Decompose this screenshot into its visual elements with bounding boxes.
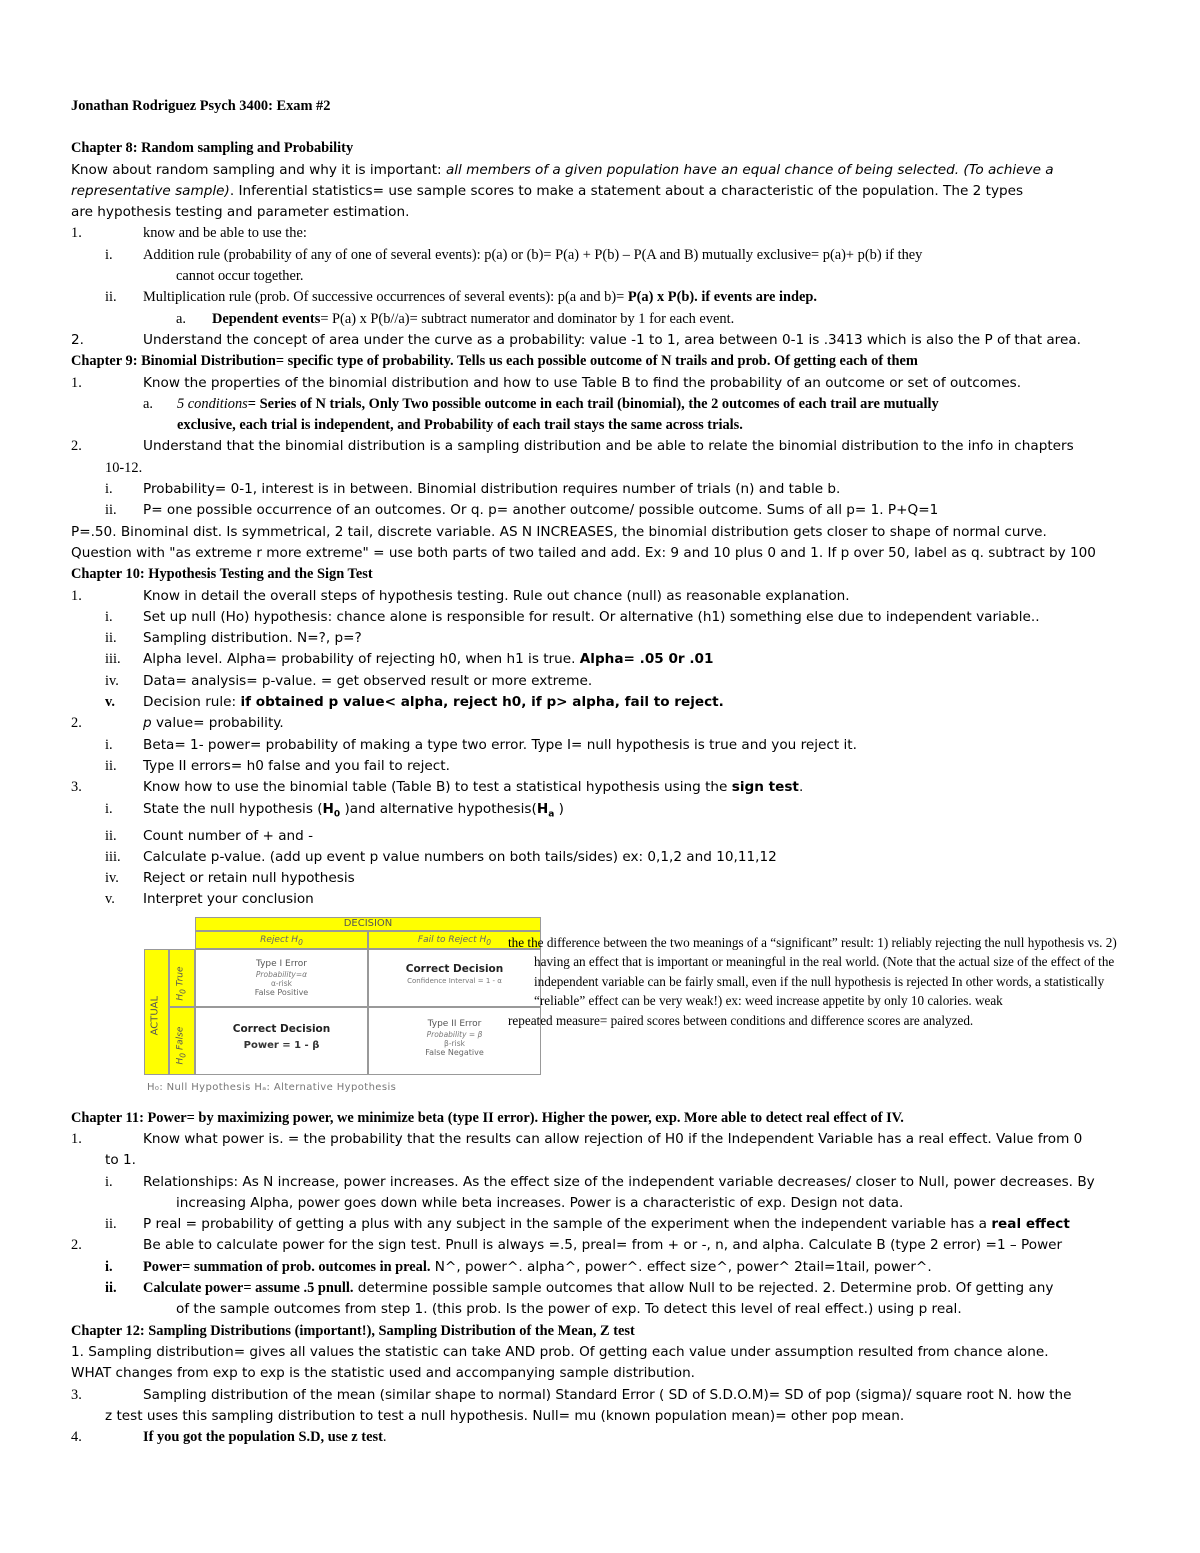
type-1-risk: α-risk (270, 978, 293, 988)
ch12-para-2: WHAT changes from exp to exp is the statistic used and accompanying sample distribution. (71, 1365, 696, 1382)
ch10-item-3-iv: iv. Reject or retain null hypothesis (105, 870, 355, 887)
repeated-measure-note: repeated measure= paired scores between conditions and difference scores are analyzed. (508, 1012, 974, 1028)
ch11-item-1: 1. Know what power is. = the probability that the results can allow rejection of H0 if the Independent Variable has a real effect. Value from 0 (71, 1131, 1083, 1147)
ch10-item-2-ii: ii. Type II errors= h0 false and you fail to reject. (105, 757, 450, 774)
ch10-item-3-v: v. Interpret your conclusion (105, 891, 314, 908)
ch10-item-2: 2. p value= probability. (71, 715, 284, 732)
chapter-11-heading: Chapter 11: Power= by maximizing power, we minimize beta (type II error). Higher the power, exp. More able to detect real effect of IV. (71, 1109, 904, 1126)
ch11-item-1-i-cont: increasing Alpha, power goes down while beta increases. Power is a characteristic of exp. Design not data. (176, 1194, 904, 1211)
reject-h0-header: Reject $H_0$ (195, 931, 368, 949)
type-2-probability: Probability = β (426, 1029, 483, 1039)
correct-decision-label-1: Correct Decision (405, 962, 504, 975)
type-2-false-negative: False Negative (425, 1047, 484, 1057)
ch12-item-4: 4. If you got the population S.D, use z test. (71, 1429, 387, 1446)
ch11-item-2-ii-cont: of the sample outcomes from step 1. (this prob. Is the power of exp. To detect this level of real effect.) using p real. (176, 1301, 962, 1318)
significance-note: the the difference between the two meanings of a “significant” result: 1) reliably rejecting the null hypothesis vs. 2) having an effect that is important or meaningful in the real world. (Note that the actual size of the effect of the independent variable can be fairly small, even if the null hypothesis is rejected In other words, a statistically “reliable” effect can be very weak!) ex: weed increase appetite by only 10 calories. weak (508, 934, 1117, 1009)
ch12-item-3: 3. Sampling distribution of the mean (similar shape to normal) Standard Error ( SD of S.D.O.M)= SD of pop (sigma)/ square root N. how the (71, 1386, 1072, 1403)
error-type-table-figure (144, 917, 541, 1075)
ch9-item-2-ii: ii. P= one possible occurrence of an outcomes. Or q. p= another outcome/ possible outcome. Sums of all p= 1. P+Q=1 (105, 502, 939, 519)
ch9-note-1: P=.50. Binominal dist. Is symmetrical, 2 tail, discrete variable. AS N INCREASES, the binomial distribution gets closer to shape of normal curve. (71, 523, 1047, 540)
actual-label: ACTUAL (149, 995, 161, 1036)
chapter-8-heading: Chapter 8: Random sampling and Probability (71, 140, 354, 157)
ch12-item-3-cont: z test uses this sampling distribution to test a null hypothesis. Null= mu (known population mean)= other pop mean. (105, 1407, 905, 1424)
ch10-item-1-iii: iii. Alpha level. Alpha= probability of rejecting h0, when h1 is true. Alpha= .05 0r .01 (105, 651, 714, 668)
type-1-probability: Probability=α (255, 969, 308, 979)
ch11-item-1-ii: ii. P real = probability of getting a plus with any subject in the sample of the experiment when the independent variable has a real effect (105, 1216, 1070, 1233)
ch8-item-1: 1. know and be able to use the: (71, 225, 307, 242)
ch10-item-3-iii: iii. Calculate p-value. (add up event p value numbers on both tails/sides) ex: 0,1,2 and 10,11,12 (105, 848, 777, 865)
ch9-item-1-a-cont: exclusive, each trial is independent, and Probability of each trail stays the same across trials. (177, 417, 743, 434)
correct-decision-label-2: Correct Decision (232, 1022, 331, 1035)
ch8-item-2: 2. Understand the concept of area under the curve as a probability: value -1 to 1, area between 0-1 is .3413 which is also the P of that area. (71, 331, 1081, 348)
ch9-item-2-cont: 10-12. (105, 459, 143, 476)
ch8-item-1-ii-a: a. Dependent events= P(a) x P(b//a)= subtract numerator and dominator by 1 for each event. (176, 310, 735, 327)
ch8-intro-line-3: are hypothesis testing and parameter estimation. (71, 204, 410, 221)
ch10-item-1-ii: ii. Sampling distribution. N=?, p=? (105, 630, 362, 647)
ch10-item-1-i: i. Set up null (Ho) hypothesis: chance alone is responsible for result. Or alternative (h1) something else due to independent variable.. (105, 608, 1040, 625)
type-2-risk: β-risk (444, 1038, 465, 1048)
power-label: Power = 1 - β (243, 1039, 320, 1051)
actual-label-cell (144, 949, 169, 1075)
ch8-intro-line-2: representative sample). Inferential statistics= use sample scores to make a statement about a characteristic of the population. The 2 types (71, 182, 1024, 199)
ch10-item-3: 3. Know how to use the binomial table (Table B) to test a statistical hypothesis using the sign test. (71, 779, 804, 796)
type-1-error-cell (195, 949, 368, 1007)
figure-section (71, 911, 1131, 1096)
figure-side-notes (508, 933, 1133, 1031)
ch9-item-2: 2. Understand that the binomial distribution is a sampling distribution and be able to relate the binomial distribution to the info in chapters (71, 438, 1074, 455)
ch12-para-1: 1. Sampling distribution= gives all values the statistic can take AND prob. Of getting each value under assumption resulted from chance alone. (71, 1343, 1049, 1360)
ch9-item-1-a: a. 5 conditions= Series of N trials, Only Two possible outcome in each trail (binomial), the 2 outcomes of each trail are mutually (143, 395, 939, 412)
ch10-item-1-iv: iv. Data= analysis= p-value. = get observed result or more extreme. (105, 672, 593, 689)
type-1-false-positive: False Positive (254, 987, 309, 997)
ch10-item-2-i: i. Beta= 1- power= probability of making a type two error. Type I= null hypothesis is true and you reject it. (105, 736, 857, 753)
ch10-item-1-v: v. Decision rule: if obtained p value< alpha, reject h0, if p> alpha, fail to reject. (105, 694, 724, 711)
ch10-item-3-i: i. State the null hypothesis ($H_0$ )and alternative $hypothesis(H_a$ ) (105, 800, 564, 820)
ch10-item-3-ii: ii. Count number of + and - (105, 827, 314, 844)
document-title: Jonathan Rodriguez Psych 3400: Exam #2 (71, 98, 331, 114)
ch9-item-2-i: i. Probability= 0-1, interest is in between. Binomial distribution requires number of trials (n) and table b. (105, 481, 841, 498)
type-1-error-label: Type I Error (256, 958, 307, 969)
h0-false-cell (169, 1007, 195, 1075)
ch11-item-1-cont: to 1. (105, 1152, 136, 1169)
confidence-interval-label: Confidence Interval = 1 - α (407, 976, 502, 985)
h0-true-label: $H_0$ True (175, 966, 188, 1001)
ch9-item-1: 1. Know the properties of the binomial distribution and how to use Table B to find the probability of an outcome or set of outcomes. (71, 374, 1022, 391)
chapter-12-heading: Chapter 12: Sampling Distributions (important!), Sampling Distribution of the Mean, Z test (71, 1322, 635, 1339)
chapter-10-heading: Chapter 10: Hypothesis Testing and the Sign Test (71, 566, 373, 583)
figure-caption: H₀: Null Hypothesis Hₐ: Alternative Hypothesis (147, 1081, 397, 1093)
correct-decision-cell-2 (195, 1007, 368, 1075)
decision-header: DECISION (195, 917, 541, 931)
ch11-item-1-i: i. Relationships: As N increase, power increases. As the effect size of the independent variable decreases/ closer to Null, power decreases. By (105, 1173, 1095, 1190)
ch11-item-2: 2. Be able to calculate power for the sign test. Pnull is always =.5, preal= from + or -, n, and alpha. Calculate B (type 2 error) =1 – Power (71, 1237, 1063, 1254)
ch11-item-2-ii: ii. Calculate power= assume .5 pnull. determine possible sample outcomes that allow Null to be rejected. 2. Determine prob. Of getting any (105, 1280, 1054, 1297)
ch8-item-1-i-cont: cannot occur together. (176, 268, 304, 285)
chapter-9-heading: Chapter 9: Binomial Distribution= specific type of probability. Tells us each possible outcome of N trails and prob. Of getting each of them (71, 353, 918, 370)
type-2-error-label: Type II Error (427, 1018, 482, 1029)
ch10-item-1: 1. Know in detail the overall steps of hypothesis testing. Rule out chance (null) as reasonable explanation. (71, 587, 850, 604)
ch9-note-2: Question with "as extreme r more extreme" = use both parts of two tailed and add. Ex: 9 and 10 plus 0 and 1. If p over 50, label as q. subtract by 100 (71, 544, 1096, 561)
document-page (71, 96, 1131, 1448)
ch8-intro-line-1: Know about random sampling and why it is important: all members of a given population have an equal chance of being selected. (To achieve a (71, 161, 1054, 178)
h0-true-cell (169, 949, 195, 1007)
ch8-item-1-i: i. Addition rule (probability of any of one of several events): p(a) or (b)= P(a) + P(b) – P(A and B) mutually exclusive= p(a)+ p(b) if they (105, 246, 923, 263)
ch8-item-1-ii: ii. Multiplication rule (prob. Of successive occurrences of several events): p(a and b)= P(a) x P(b). if events are indep. (105, 289, 818, 306)
ch11-item-2-i: i. Power= summation of prob. outcomes in preal. N^, power^. alpha^, power^. effect size^, power^ 2tail=1tail, power^. (105, 1258, 932, 1275)
fail-to-reject-h0-header: Fail to Reject $H_0$ (368, 931, 541, 949)
h0-false-label: $H_0$ False (175, 1026, 188, 1065)
